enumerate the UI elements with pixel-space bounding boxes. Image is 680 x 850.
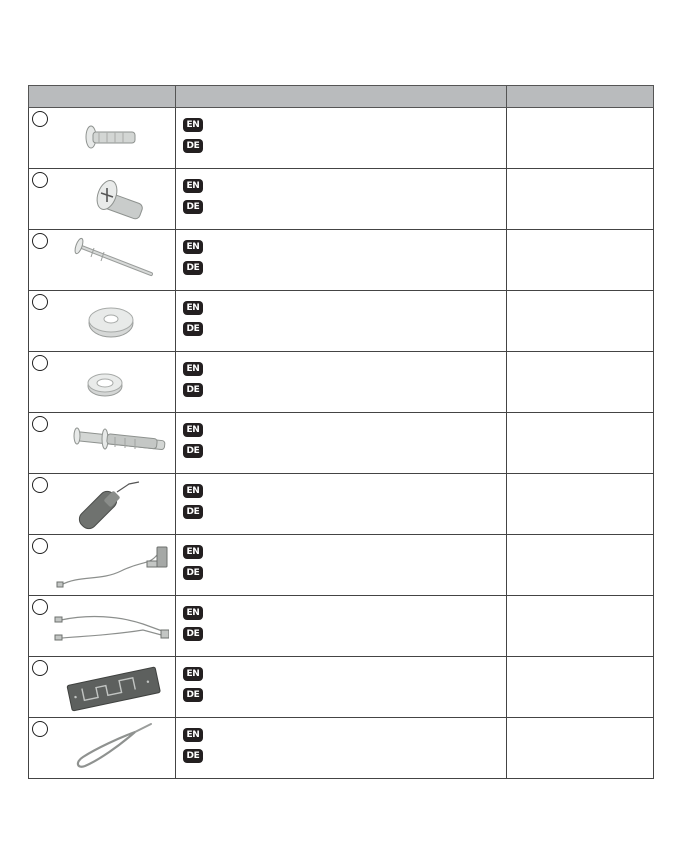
header-cell-description [176,86,507,108]
de-language-badge: DE [183,627,203,641]
part-number-circle [32,294,48,310]
long-screw-icon [49,234,169,288]
thick-ring-washer-icon [49,295,169,349]
table-row [29,718,654,779]
table-row [29,352,654,413]
header-cell-quantity [507,86,654,108]
quantity-cell [507,169,654,230]
table-row [29,535,654,596]
part-number-circle [32,172,48,188]
part-image-cell [29,718,176,779]
de-language-badge: DE [183,322,203,336]
part-image-cell [29,169,176,230]
header-cell-image [29,86,176,108]
cylinder-sensor-cable-icon [49,478,169,532]
en-language-badge: EN [183,423,203,437]
quantity-cell [507,230,654,291]
quantity-cell [507,718,654,779]
part-image-cell [29,413,176,474]
description-cell [176,718,507,779]
parts-table [28,85,654,779]
part-number-circle [32,538,48,554]
part-image-cell [29,535,176,596]
description-cell [176,657,507,718]
part-image-cell [29,657,176,718]
part-number-circle [32,233,48,249]
part-number-circle [32,416,48,432]
table-row [29,169,654,230]
sim-eject-pin-icon [49,722,169,776]
en-language-badge: EN [183,362,203,376]
part-number-circle [32,111,48,127]
table-row [29,230,654,291]
split-cable-icon [49,600,169,654]
en-language-badge: EN [183,179,203,193]
description-cell [176,291,507,352]
cable-with-connector-icon [49,539,169,593]
en-language-badge: EN [183,484,203,498]
description-cell [176,413,507,474]
adhesive-pad-icon [49,661,169,715]
part-number-circle [32,477,48,493]
en-language-badge: EN [183,240,203,254]
table-row [29,108,654,169]
quantity-cell [507,657,654,718]
description-cell [176,474,507,535]
table-row [29,291,654,352]
de-language-badge: DE [183,505,203,519]
description-cell [176,352,507,413]
part-number-circle [32,599,48,615]
quantity-cell [507,535,654,596]
quantity-cell [507,352,654,413]
part-image-cell [29,474,176,535]
pan-head-screw-short-icon [49,112,169,166]
table-row [29,413,654,474]
quantity-cell [507,596,654,657]
part-image-cell [29,291,176,352]
quantity-cell [507,108,654,169]
table-row [29,596,654,657]
part-image-cell [29,108,176,169]
de-language-badge: DE [183,688,203,702]
de-language-badge: DE [183,261,203,275]
description-cell [176,535,507,596]
part-image-cell [29,596,176,657]
de-language-badge: DE [183,444,203,458]
en-language-badge: EN [183,301,203,315]
de-language-badge: DE [183,566,203,580]
en-language-badge: EN [183,606,203,620]
table-row [29,474,654,535]
flat-washer-icon [49,356,169,410]
part-image-cell [29,230,176,291]
part-image-cell [29,352,176,413]
description-cell [176,230,507,291]
de-language-badge: DE [183,749,203,763]
quantity-cell [507,291,654,352]
en-language-badge: EN [183,118,203,132]
de-language-badge: DE [183,383,203,397]
part-number-circle [32,355,48,371]
en-language-badge: EN [183,667,203,681]
wall-anchor-screw-icon [49,417,169,471]
description-cell [176,596,507,657]
quantity-cell [507,413,654,474]
quantity-cell [507,474,654,535]
table-header-row [29,86,654,108]
en-language-badge: EN [183,545,203,559]
description-cell [176,169,507,230]
en-language-badge: EN [183,728,203,742]
pan-head-screw-thick-icon [49,173,169,227]
description-cell [176,108,507,169]
table-row [29,657,654,718]
part-number-circle [32,660,48,676]
de-language-badge: DE [183,139,203,153]
part-number-circle [32,721,48,737]
de-language-badge: DE [183,200,203,214]
